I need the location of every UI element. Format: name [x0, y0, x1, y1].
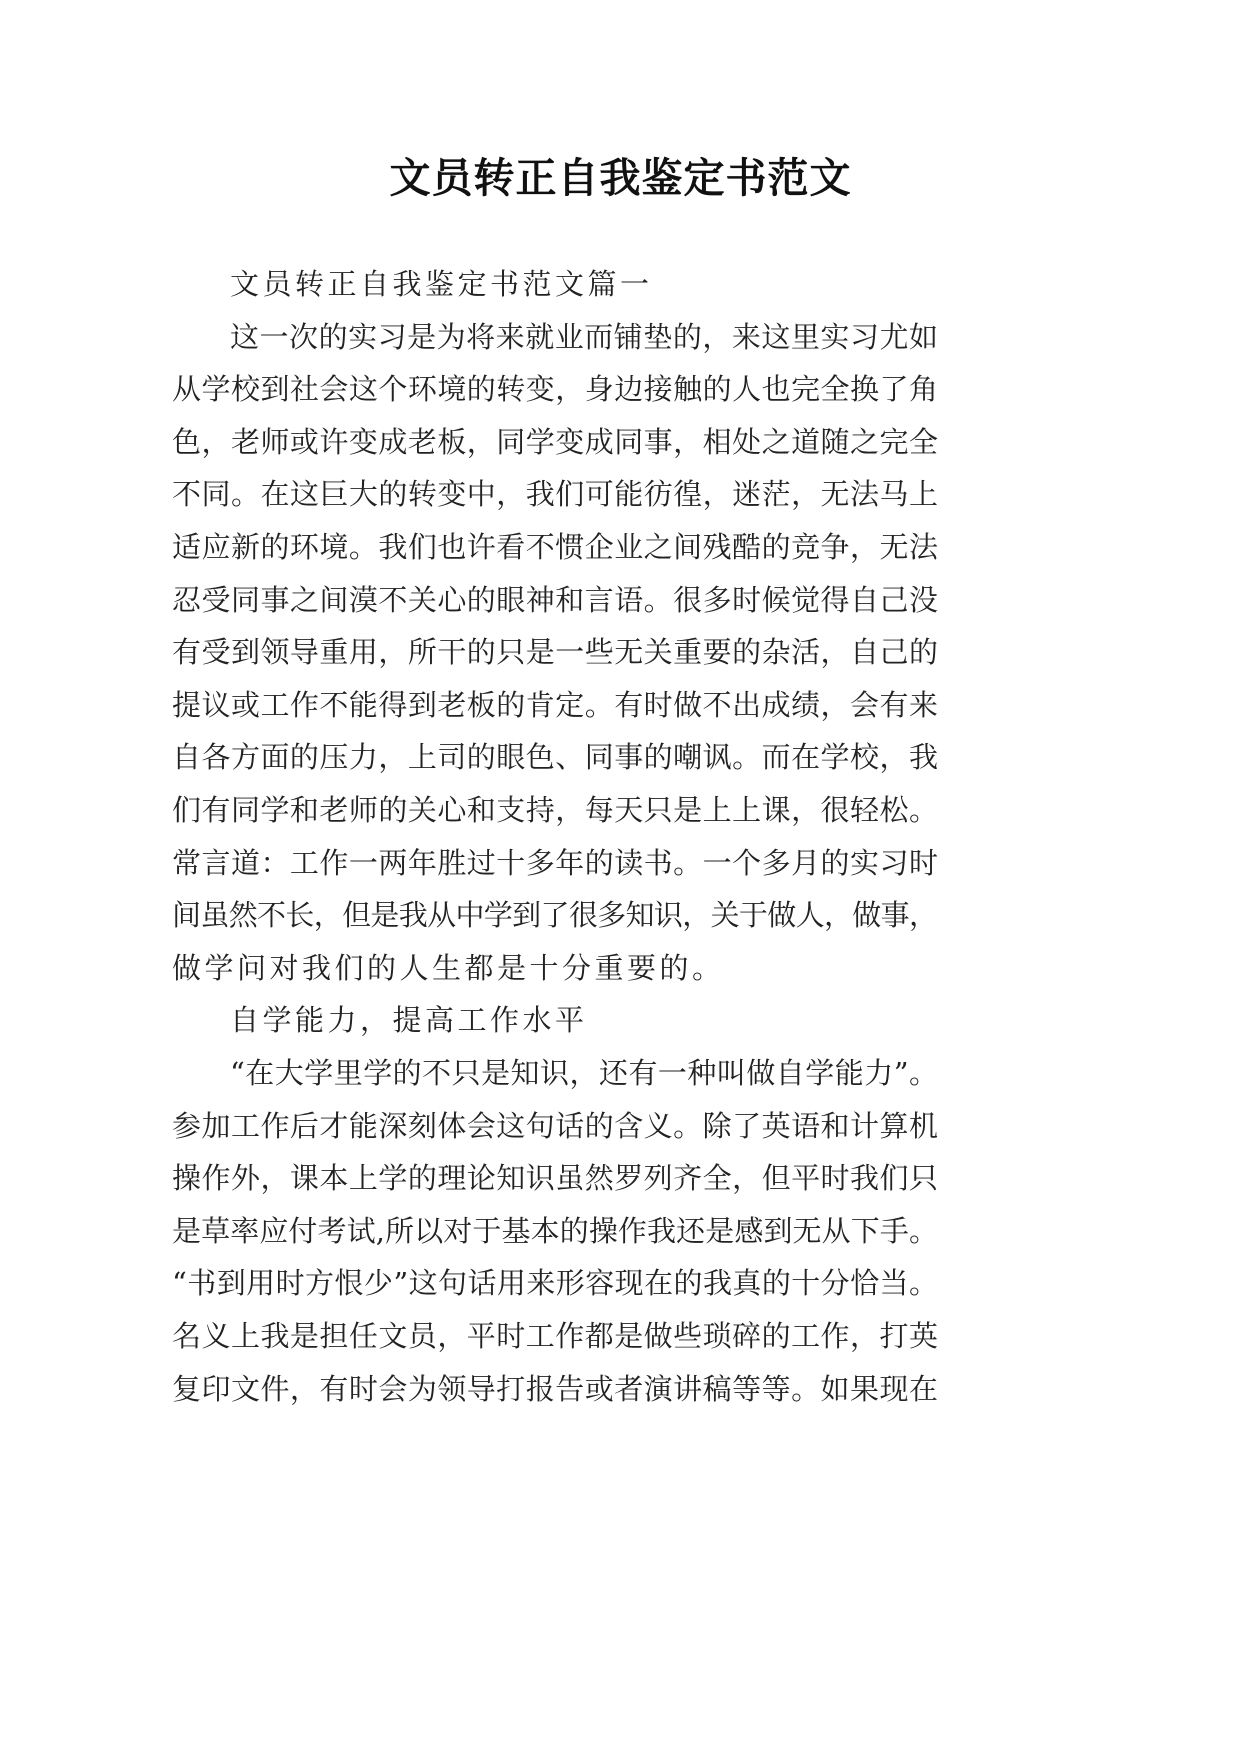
body-line: 复印文件，有时会为领导打报告或者演讲稿等等。如果现在 — [172, 1371, 939, 1406]
document-title: 文员转正自我鉴定书范文 — [389, 154, 852, 202]
body-line: 自学能力，提高工作水平 — [230, 1003, 588, 1038]
body-line: 操作外，课本上学的理论知识虽然罗列齐全，但平时我们只 — [172, 1161, 939, 1196]
body-line: 不同。在这巨大的转变中，我们可能彷徨，迷茫，无法马上 — [172, 477, 939, 512]
body-line: 参加工作后才能深刻体会这句话的含义。除了英语和计算机 — [172, 1108, 939, 1143]
body-line: 色，老师或许变成老板，同学变成同事，相处之道随之完全 — [172, 424, 939, 459]
body-line: 做学问对我们的人生都是十分重要的。 — [172, 950, 725, 985]
body-line: “书到用时方恨少”这句话用来形容现在的我真的十分恰当。 — [172, 1266, 939, 1301]
body-line: 从学校到社会这个环境的转变，身边接触的人也完全换了角 — [172, 372, 939, 407]
body-line: 间虽然不长，但是我从中学到了很多知识，关于做人，做事， — [172, 898, 938, 933]
body-line: 常言道：工作一两年胜过十多年的读书。一个多月的实习时 — [172, 845, 939, 880]
body-line: 们有同学和老师的关心和支持，每天只是上上课，很轻松。 — [172, 793, 939, 827]
body-line: 自各方面的压力，上司的眼色、同事的嘲讽。而在学校，我 — [172, 740, 939, 775]
body-line: 忍受同事之间漠不关心的眼神和言语。很多时候觉得自己没 — [172, 582, 939, 617]
body-line: 名义上我是担任文员，平时工作都是做些琐碎的工作，打英 — [172, 1319, 939, 1353]
body-line: 文员转正自我鉴定书范文篇一 — [230, 267, 653, 301]
body-line: 提议或工作不能得到老板的肯定。有时做不出成绩，会有来 — [172, 687, 939, 722]
body-line: 适应新的环境。我们也许看不惯企业之间残酷的竞争，无法 — [172, 530, 939, 564]
body-line: 这一次的实习是为将来就业而铺垫的，来这里实习尤如 — [230, 319, 939, 354]
body-line: 是草率应付考试,所以对于基本的操作我还是感到无从下手。 — [172, 1213, 939, 1248]
body-line: “在大学里学的不只是知识，还有一种叫做自学能力”。 — [230, 1056, 939, 1090]
body-line: 有受到领导重用，所干的只是一些无关重要的杂活，自己的 — [172, 635, 939, 670]
